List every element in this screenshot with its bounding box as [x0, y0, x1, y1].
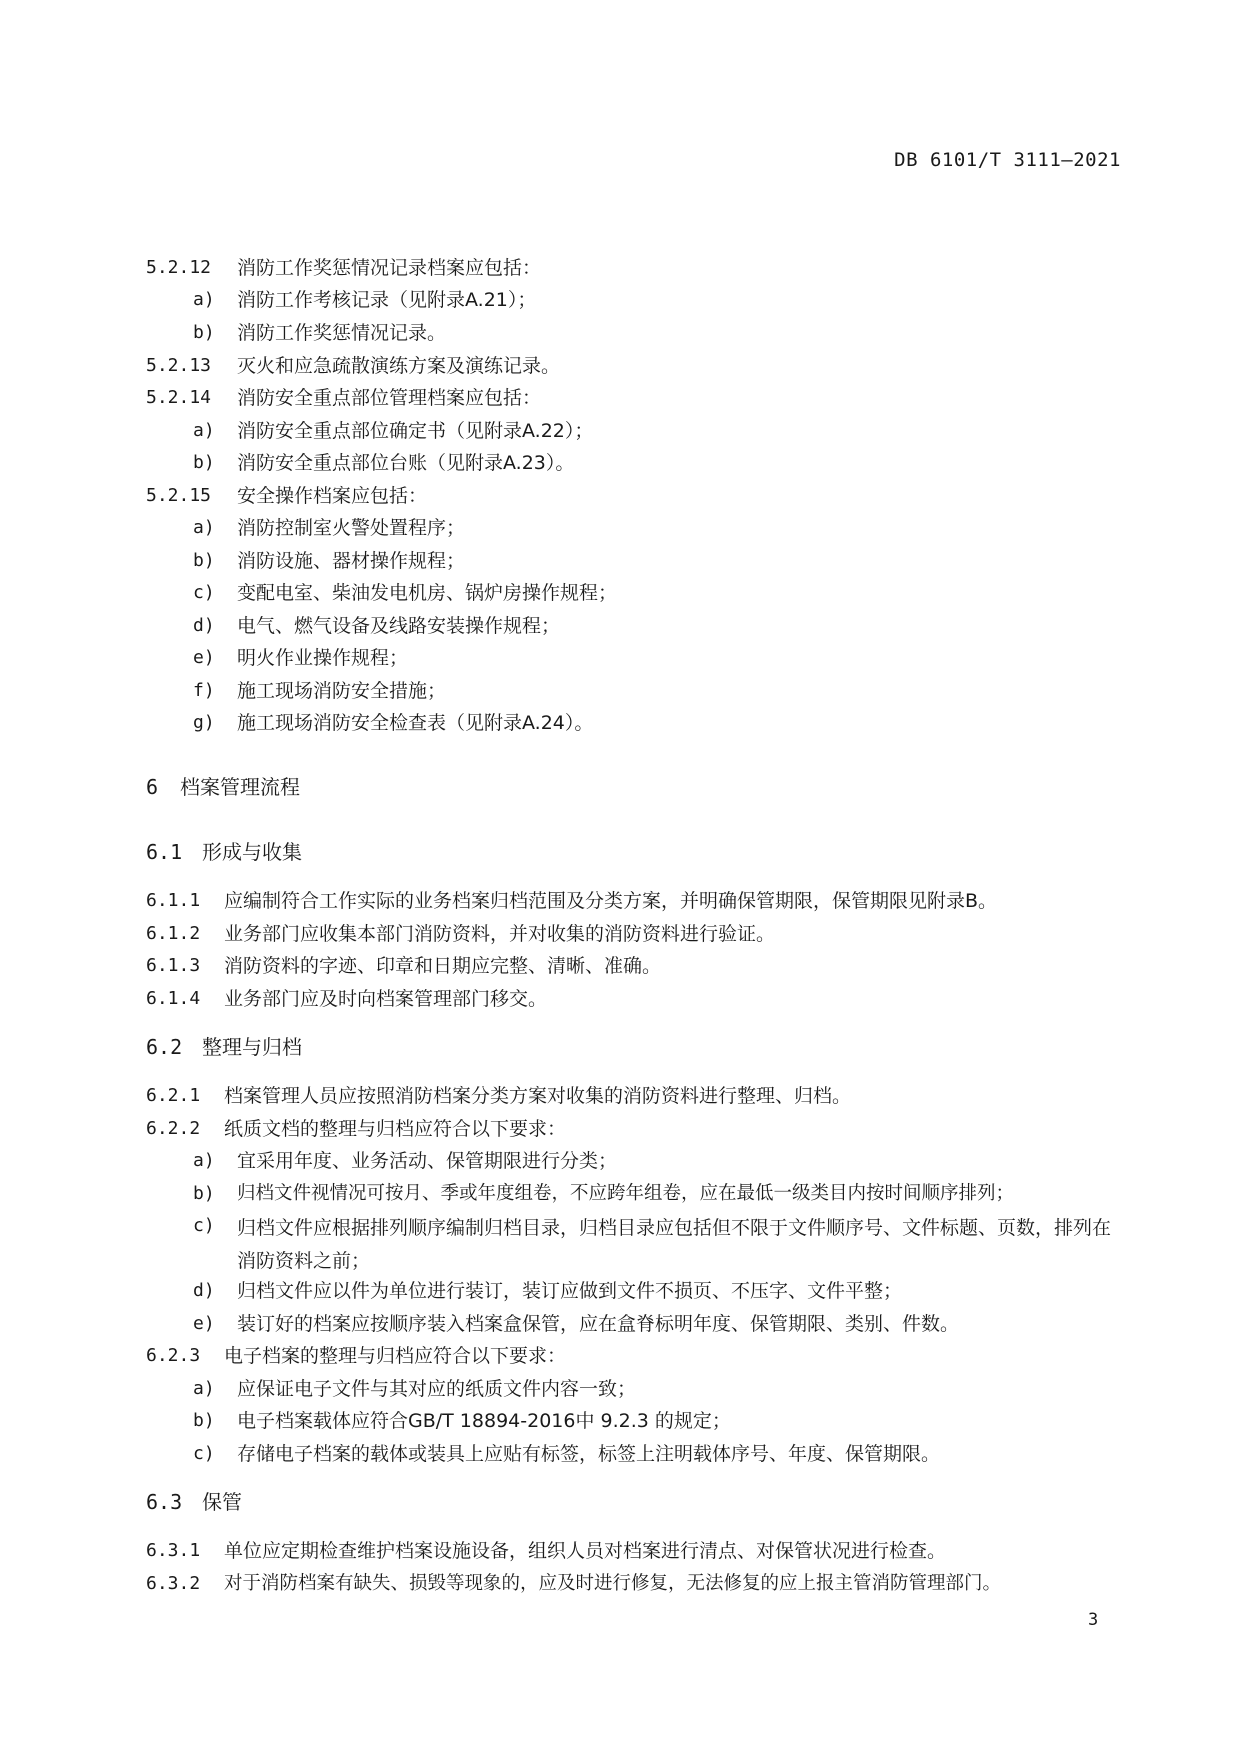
- list-text: 消防控制室火警处置程序；: [237, 517, 466, 539]
- list-label: d): [193, 615, 215, 636]
- clause-text: 档案管理人员应按照消防档案分类方案对收集的消防资料进行整理、归档。: [224, 1085, 852, 1107]
- list-text: 施工现场消防安全措施；: [237, 680, 447, 702]
- subsection-number: 6.3: [146, 1490, 183, 1514]
- subsection-title: 整理与归档: [202, 1035, 302, 1059]
- list-text: 消防安全重点部位确定书（见附录A.22）；: [237, 420, 594, 442]
- page-number: 3: [1088, 1610, 1099, 1630]
- list-label: b): [193, 550, 215, 571]
- list-text: 消防安全重点部位台账（见附录A.23）。: [237, 452, 575, 474]
- clause-text: 单位应定期检查维护档案设施设备，组织人员对档案进行清点、对保管状况进行检查。: [224, 1540, 947, 1562]
- clause-text: 业务部门应及时向档案管理部门移交。: [224, 988, 548, 1010]
- list-text: 电子档案载体应符合GB/T 18894-2016中 9.2.3 的规定；: [237, 1410, 731, 1432]
- list-label: e): [193, 1313, 215, 1334]
- list-label: a): [193, 1378, 215, 1399]
- list-label: a): [193, 517, 215, 538]
- clause-number: 6.3.1: [146, 1540, 201, 1561]
- subsection-number: 6.2: [146, 1035, 183, 1059]
- list-text: 消防工作考核记录（见附录A.21）；: [237, 289, 537, 311]
- list-text: 施工现场消防安全检查表（见附录A.24）。: [237, 712, 594, 734]
- list-text: 归档文件应以件为单位进行装订，装订应做到文件不损页、不压字、文件平整；: [237, 1280, 903, 1302]
- clause-text: 消防资料的字迹、印章和日期应完整、清晰、准确。: [224, 955, 662, 977]
- section-title: 档案管理流程: [180, 775, 300, 799]
- clause-number: 5.2.15: [146, 485, 212, 506]
- clause-text: 应编制符合工作实际的业务档案归档范围及分类方案，并明确保管期限，保管期限见附录B。: [224, 890, 998, 912]
- list-label: g): [193, 712, 215, 733]
- document-code: DB 6101/T 3111—2021: [894, 149, 1121, 171]
- subsection-title: 形成与收集: [202, 840, 302, 864]
- list-text: 归档文件应根据排列顺序编制归档目录，归档目录应包括但不限于文件顺序号、文件标题、页数，排列在消防资料之前；: [237, 1217, 1112, 1272]
- list-text: 电气、燃气设备及线路安装操作规程；: [237, 615, 561, 637]
- list-text: 消防工作奖惩情况记录。: [237, 322, 447, 344]
- list-label: d): [193, 1280, 215, 1301]
- list-label: a): [193, 289, 215, 310]
- clause-number: 5.2.13: [146, 355, 212, 376]
- list-text: 变配电室、柴油发电机房、锅炉房操作规程；: [237, 582, 618, 604]
- list-text: 归档文件视情况可按月、季或年度组卷，不应跨年组卷，应在最低一级类目内按时间顺序排列；: [237, 1183, 1015, 1204]
- clause-text: 消防工作奖惩情况记录档案应包括：: [237, 257, 542, 279]
- clause-text: 安全操作档案应包括：: [237, 485, 428, 507]
- clause-text: 业务部门应收集本部门消防资料，并对收集的消防资料进行验证。: [224, 923, 776, 945]
- list-label: c): [193, 1215, 215, 1236]
- clause-number: 6.2.1: [146, 1085, 201, 1106]
- list-label: f): [193, 680, 215, 701]
- list-label: a): [193, 420, 215, 441]
- clause-text: 纸质文档的整理与归档应符合以下要求：: [224, 1118, 567, 1140]
- clause-number: 6.3.2: [146, 1573, 201, 1594]
- list-label: a): [193, 1150, 215, 1171]
- list-text: 存储电子档案的载体或装具上应贴有标签，标签上注明载体序号、年度、保管期限。: [237, 1443, 941, 1465]
- clause-number: 5.2.12: [146, 257, 212, 278]
- list-label: c): [193, 1443, 215, 1464]
- clause-text: 消防安全重点部位管理档案应包括：: [237, 387, 542, 409]
- clause-number: 6.1.1: [146, 890, 201, 911]
- subsection-title: 保管: [202, 1490, 242, 1514]
- clause-number: 6.2.3: [146, 1345, 201, 1366]
- clause-number: 6.1.2: [146, 923, 201, 944]
- list-label: b): [193, 452, 215, 473]
- clause-number: 5.2.14: [146, 387, 212, 408]
- list-label: c): [193, 582, 215, 603]
- list-label: e): [193, 647, 215, 668]
- clause-number: 6.2.2: [146, 1118, 201, 1139]
- section-number: 6: [146, 775, 159, 799]
- list-text: 宜采用年度、业务活动、保管期限进行分类；: [237, 1150, 618, 1172]
- clause-number: 6.1.4: [146, 988, 201, 1009]
- list-label: b): [193, 1410, 215, 1431]
- clause-text: 电子档案的整理与归档应符合以下要求：: [224, 1345, 567, 1367]
- list-text: 装订好的档案应按顺序装入档案盒保管，应在盒脊标明年度、保管期限、类别、件数。: [237, 1313, 960, 1335]
- clause-number: 6.1.3: [146, 955, 201, 976]
- list-text: 应保证电子文件与其对应的纸质文件内容一致；: [237, 1378, 637, 1400]
- list-text: 消防设施、器材操作规程；: [237, 550, 466, 572]
- clause-text: 灭火和应急疏散演练方案及演练记录。: [237, 355, 561, 377]
- list-text: 明火作业操作规程；: [237, 647, 409, 669]
- subsection-number: 6.1: [146, 840, 183, 864]
- clause-text: 对于消防档案有缺失、损毁等现象的，应及时进行修复，无法修复的应上报主管消防管理部门。: [224, 1573, 1002, 1594]
- list-label: b): [193, 322, 215, 343]
- list-label: b): [193, 1183, 215, 1204]
